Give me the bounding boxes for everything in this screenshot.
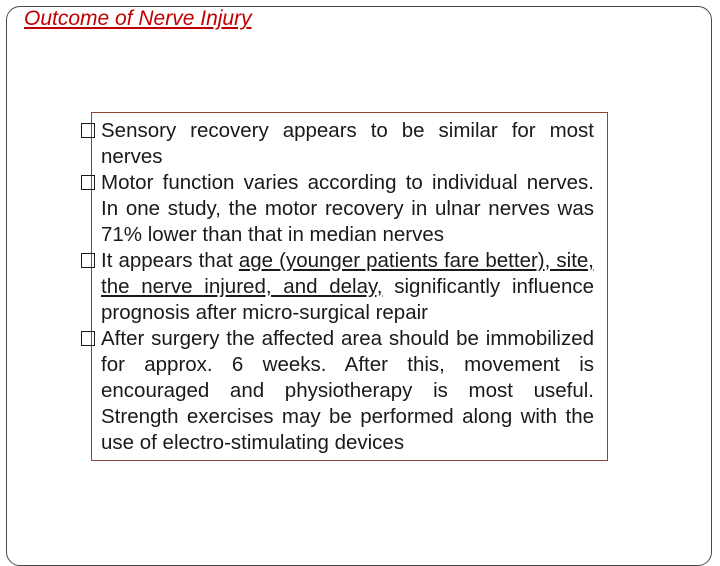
slide-title: Outcome of Nerve Injury (24, 7, 252, 30)
checkbox-bullet-icon (81, 253, 95, 268)
bullet-text: significantly influence prognosis after micro-surgical repair (101, 275, 594, 324)
bullet-text: Sensory recovery appears to be similar for most nerves (101, 119, 594, 168)
bullet-item (81, 170, 594, 248)
checkbox-bullet-icon (81, 331, 95, 346)
bullet-item (81, 326, 594, 456)
bullet-item (81, 248, 594, 326)
bullet-text-underlined: age (younger patients fare better), site, the nerve injured, and delay, (101, 249, 594, 298)
bullet-list (81, 118, 594, 456)
checkbox-bullet-icon (81, 123, 95, 138)
bullet-text: After surgery the affected area should be immobilized for approx. 6 weeks. After this, movement is encouraged and physiotherapy is most useful. Strength exercises may be performed along with the use of electro-stimulating devices (101, 327, 594, 454)
bullet-item (81, 118, 594, 170)
bullet-text: It appears that (101, 249, 239, 272)
bullet-text: Motor function varies according to individual nerves. In one study, the motor recovery in ulnar nerves was 71% lower than that in median nerves (101, 171, 594, 246)
checkbox-bullet-icon (81, 175, 95, 190)
